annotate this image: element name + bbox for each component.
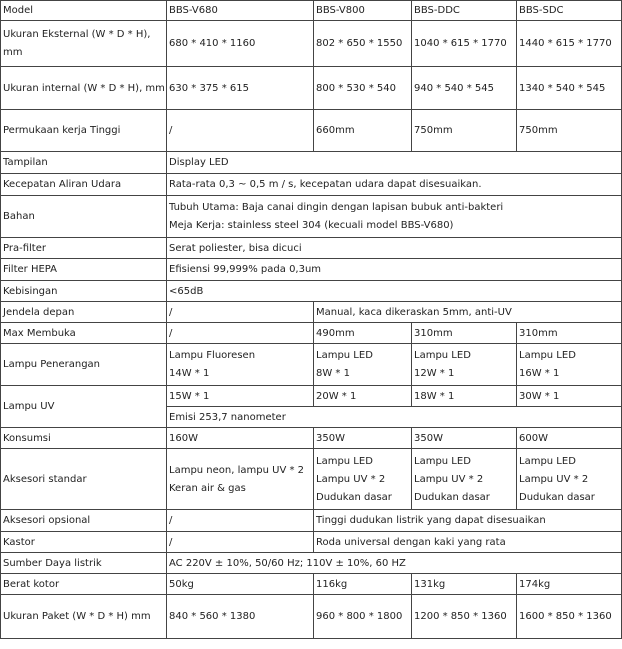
lamp-type: Lampu LED bbox=[414, 350, 471, 361]
label-gross-weight: Berat kotor bbox=[1, 574, 167, 595]
cell-caster: Roda universal dengan kaki yang rata bbox=[314, 532, 622, 553]
label-airflow: Kecepatan Aliran Udara bbox=[1, 174, 167, 196]
cell-prefilter: Serat poliester, bisa dicuci bbox=[167, 238, 622, 259]
cell-ddc: 350W bbox=[412, 428, 517, 449]
accessory-line: Lampu UV * 2 bbox=[519, 473, 589, 485]
material-body: Tubuh Utama: Baja canai dingin dengan lapisan bubuk anti-bakteri bbox=[169, 202, 504, 213]
label-std-accessories: Aksesori standar bbox=[1, 449, 167, 510]
row-airflow bbox=[1, 174, 622, 196]
cell-v680: 680 * 410 * 1160 bbox=[167, 21, 314, 67]
label-internal-size: Ukuran internal (W * D * H), mm bbox=[1, 67, 167, 110]
cell-sdc bbox=[517, 449, 622, 510]
label-opt-accessories: Aksesori opsional bbox=[1, 510, 167, 532]
lamp-power: 12W * 1 bbox=[414, 368, 455, 379]
row-uv bbox=[1, 386, 622, 407]
cell-v680: / bbox=[167, 510, 314, 532]
model-ddc: BBS-DDC bbox=[412, 1, 517, 21]
row-max-open bbox=[1, 323, 622, 344]
cell-sdc bbox=[517, 344, 622, 386]
label-caster: Kastor bbox=[1, 532, 167, 553]
cell-sdc: 1600 * 850 * 1360 bbox=[517, 595, 622, 639]
accessory-line: Dudukan dasar bbox=[414, 491, 490, 503]
label-package-size: Ukuran Paket (W * D * H) mm bbox=[1, 595, 167, 639]
row-lamp bbox=[1, 344, 622, 386]
lamp-type: Lampu LED bbox=[316, 350, 373, 361]
cell-ddc: 940 * 540 * 545 bbox=[412, 67, 517, 110]
cell-ddc: 310mm bbox=[412, 323, 517, 344]
cell-v800: 802 * 650 * 1550 bbox=[314, 21, 412, 67]
accessory-line: Lampu LED bbox=[316, 455, 373, 467]
cell-v800: 350W bbox=[314, 428, 412, 449]
lamp-power: 14W * 1 bbox=[169, 368, 210, 379]
label-max-open: Max Membuka bbox=[1, 323, 167, 344]
cell-sdc: 174kg bbox=[517, 574, 622, 595]
cell-v680: 840 * 560 * 1380 bbox=[167, 595, 314, 639]
model-sdc: BBS-SDC bbox=[517, 1, 622, 21]
cell-v800 bbox=[314, 449, 412, 510]
label-material: Bahan bbox=[1, 196, 167, 238]
model-v800: BBS-V800 bbox=[314, 1, 412, 21]
row-noise bbox=[1, 281, 622, 302]
cell-v680: / bbox=[167, 323, 314, 344]
cell-ddc: 131kg bbox=[412, 574, 517, 595]
cell-sdc: 30W * 1 bbox=[517, 386, 622, 407]
row-opt-accessories bbox=[1, 510, 622, 532]
label-work-height: Permukaan kerja Tinggi bbox=[1, 110, 167, 152]
material-worktable: Meja Kerja: stainless steel 304 (kecuali model BBS-V680) bbox=[169, 220, 454, 231]
cell-noise: <65dB bbox=[167, 281, 622, 302]
row-package-size bbox=[1, 595, 622, 639]
cell-sdc: 1340 * 540 * 545 bbox=[517, 67, 622, 110]
accessory-line: Lampu LED bbox=[519, 455, 576, 467]
row-power bbox=[1, 428, 622, 449]
lamp-power: 16W * 1 bbox=[519, 368, 560, 379]
row-power-supply bbox=[1, 553, 622, 574]
label-external-size: Ukuran Eksternal (W * D * H), mm bbox=[1, 21, 167, 67]
cell-uv-emission: Emisi 253,7 nanometer bbox=[167, 407, 622, 428]
cell-power-supply: AC 220V ± 10%, 50/60 Hz; 110V ± 10%, 60 HZ bbox=[167, 553, 622, 574]
header-label: Model bbox=[1, 1, 167, 21]
row-material bbox=[1, 196, 622, 238]
row-work-height bbox=[1, 110, 622, 152]
label-power-supply: Sumber Daya listrik bbox=[1, 553, 167, 574]
row-gross-weight bbox=[1, 574, 622, 595]
cell-ddc: 750mm bbox=[412, 110, 517, 152]
cell-ddc: 18W * 1 bbox=[412, 386, 517, 407]
cell-sdc: 600W bbox=[517, 428, 622, 449]
cell-v680 bbox=[167, 449, 314, 510]
label-noise: Kebisingan bbox=[1, 281, 167, 302]
cell-sdc: 750mm bbox=[517, 110, 622, 152]
accessory-line: Keran air & gas bbox=[169, 482, 246, 494]
accessory-line: Lampu neon, lampu UV * 2 bbox=[169, 464, 304, 476]
cell-v800: 116kg bbox=[314, 574, 412, 595]
lamp-power: 8W * 1 bbox=[316, 368, 350, 379]
cell-material bbox=[167, 196, 622, 238]
accessory-line: Lampu UV * 2 bbox=[414, 473, 484, 485]
cell-ddc: 1040 * 615 * 1770 bbox=[412, 21, 517, 67]
cell-display: Display LED bbox=[167, 152, 622, 174]
cell-opt-accessories: Tinggi dudukan listrik yang dapat disesuaikan bbox=[314, 510, 622, 532]
lamp-type: Lampu LED bbox=[519, 350, 576, 361]
lamp-type: Lampu Fluoresen bbox=[169, 350, 256, 361]
cell-v680: 630 * 375 * 615 bbox=[167, 67, 314, 110]
cell-v680: / bbox=[167, 110, 314, 152]
row-display bbox=[1, 152, 622, 174]
cell-front-window: Manual, kaca dikeraskan 5mm, anti-UV bbox=[314, 302, 622, 323]
row-front-window bbox=[1, 302, 622, 323]
header-row bbox=[1, 1, 622, 21]
cell-v800: 660mm bbox=[314, 110, 412, 152]
row-std-accessories bbox=[1, 449, 622, 510]
label-display: Tampilan bbox=[1, 152, 167, 174]
cell-sdc: 1440 * 615 * 1770 bbox=[517, 21, 622, 67]
label-lamp: Lampu Penerangan bbox=[1, 344, 167, 386]
cell-v680 bbox=[167, 344, 314, 386]
cell-v800 bbox=[314, 344, 412, 386]
cell-v800: 800 * 530 * 540 bbox=[314, 67, 412, 110]
row-hepa bbox=[1, 259, 622, 281]
accessory-line: Dudukan dasar bbox=[519, 491, 595, 503]
cell-ddc: 1200 * 850 * 1360 bbox=[412, 595, 517, 639]
cell-v800: 960 * 800 * 1800 bbox=[314, 595, 412, 639]
label-front-window: Jendela depan bbox=[1, 302, 167, 323]
label-prefilter: Pra-filter bbox=[1, 238, 167, 259]
cell-hepa: Efisiensi 99,999% pada 0,3um bbox=[167, 259, 622, 281]
cell-v680: / bbox=[167, 532, 314, 553]
cell-v800: 20W * 1 bbox=[314, 386, 412, 407]
label-power: Konsumsi bbox=[1, 428, 167, 449]
row-prefilter bbox=[1, 238, 622, 259]
cell-sdc: 310mm bbox=[517, 323, 622, 344]
cell-v680: 15W * 1 bbox=[167, 386, 314, 407]
cell-ddc bbox=[412, 344, 517, 386]
row-external-size bbox=[1, 21, 622, 67]
cell-v680: 160W bbox=[167, 428, 314, 449]
label-uv: Lampu UV bbox=[1, 386, 167, 428]
cell-ddc bbox=[412, 449, 517, 510]
label-hepa: Filter HEPA bbox=[1, 259, 167, 281]
accessory-line: Dudukan dasar bbox=[316, 491, 392, 503]
cell-v680: / bbox=[167, 302, 314, 323]
cell-v800: 490mm bbox=[314, 323, 412, 344]
accessory-line: Lampu UV * 2 bbox=[316, 473, 386, 485]
cell-airflow: Rata-rata 0,3 ~ 0,5 m / s, kecepatan udara dapat disesuaikan. bbox=[167, 174, 622, 196]
cell-v680: 50kg bbox=[167, 574, 314, 595]
row-internal-size bbox=[1, 67, 622, 110]
model-v680: BBS-V680 bbox=[167, 1, 314, 21]
row-caster bbox=[1, 532, 622, 553]
accessory-line: Lampu LED bbox=[414, 455, 471, 467]
